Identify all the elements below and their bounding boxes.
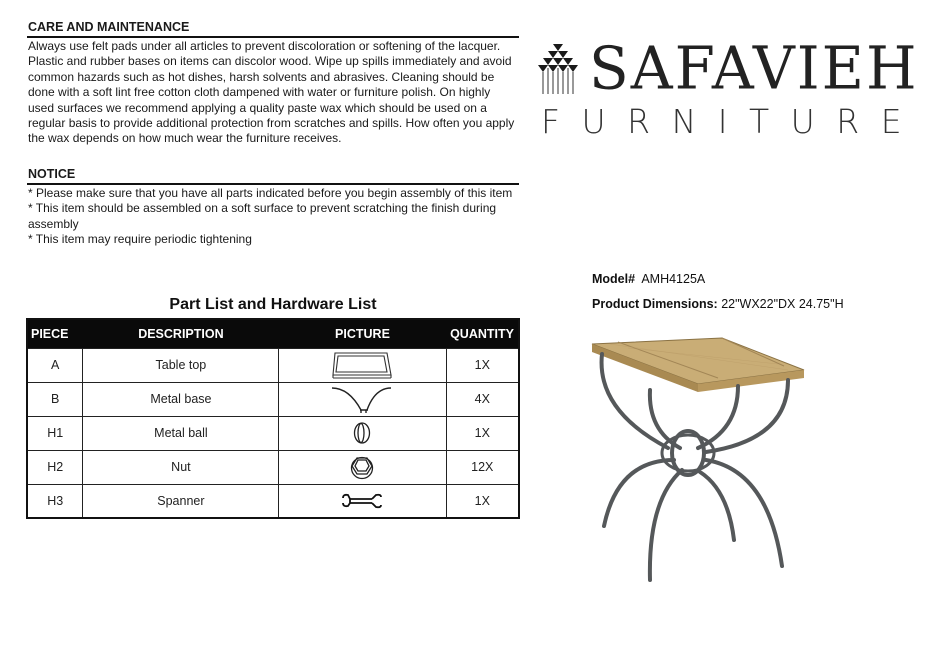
piece-cell: A <box>27 348 83 382</box>
quantity-cell: 4X <box>446 382 519 416</box>
care-maintenance-section <box>27 20 519 147</box>
quantity-cell: 1X <box>446 416 519 450</box>
table-row <box>27 348 519 382</box>
notice-title: NOTICE <box>27 167 519 185</box>
piece-cell: B <box>27 382 83 416</box>
notice-item: * Please make sure that you have all parts indicated before you begin assembly of this item <box>28 186 513 200</box>
table-header-row <box>27 319 519 348</box>
header-piece: PIECE <box>27 319 83 348</box>
quantity-cell: 1X <box>446 348 519 382</box>
picture-cell <box>279 484 446 518</box>
model-number <box>592 272 705 286</box>
piece-cell: H3 <box>27 484 83 518</box>
quantity-cell: 1X <box>446 484 519 518</box>
table-row <box>27 382 519 416</box>
header-description: DESCRIPTION <box>83 319 279 348</box>
quantity-cell: 12X <box>446 450 519 484</box>
model-value: AMH4125A <box>641 272 706 286</box>
piece-cell: H2 <box>27 450 83 484</box>
metal-base-icon <box>331 384 393 414</box>
dimensions-value: 22"WX22"DX 24.75"H <box>721 297 844 311</box>
care-maintenance-body: Always use felt pads under all articles to prevent discoloration or softening of the lacquer. Plastic and rubber bases on items can discolor wood. Wipe up spills immediately and avoid common hazards such as hot dishes, harsh solvents and abrasives. Cleaning should be done with a soft lint free cotton cloth dampened with water or furniture polish. On highly used surfaces we recommend applying a quality paste wax which should be used on a regular basis to provide additional protection from scratches and spills. How often you apply the wax depends on how much wear the furniture receives. <box>28 39 515 146</box>
notice-item: * This item may require periodic tightening <box>28 232 252 247</box>
model-label: Model# <box>592 272 636 286</box>
metal-ball-icon <box>352 421 372 445</box>
table-row <box>27 484 519 518</box>
brand-logo <box>537 33 924 142</box>
dimensions-label: Product Dimensions: <box>592 297 718 311</box>
description-cell: Metal base <box>83 382 279 416</box>
product-dimensions <box>592 297 844 311</box>
nut-icon <box>349 454 375 480</box>
brand-subtitle: FURNITURE <box>541 102 924 141</box>
picture-cell <box>279 348 446 382</box>
table-top-icon <box>331 351 393 379</box>
brand-name: SAFAVIEH <box>589 33 919 103</box>
product-image-end-table <box>588 330 808 590</box>
header-picture: PICTURE <box>279 319 446 348</box>
table-row <box>27 450 519 484</box>
description-cell: Spanner <box>83 484 279 518</box>
header-quantity: QUANTITY <box>446 319 519 348</box>
notice-item: * This item should be assembled on a soft surface to prevent scratching the finish during assembly <box>28 201 497 231</box>
table-row <box>27 416 519 450</box>
parts-table-title: Part List and Hardware List <box>169 296 377 313</box>
piece-cell: H1 <box>27 416 83 450</box>
picture-cell <box>279 382 446 416</box>
triangle-pyramid-logo-icon <box>537 44 579 96</box>
notice-list <box>27 185 519 248</box>
description-cell: Metal ball <box>83 416 279 450</box>
picture-cell <box>279 450 446 484</box>
description-cell: Nut <box>83 450 279 484</box>
notice-section <box>27 167 519 248</box>
description-cell: Table top <box>83 348 279 382</box>
parts-table <box>26 318 520 519</box>
care-maintenance-title: CARE AND MAINTENANCE <box>27 20 519 38</box>
spanner-icon <box>341 492 383 510</box>
picture-cell <box>279 416 446 450</box>
